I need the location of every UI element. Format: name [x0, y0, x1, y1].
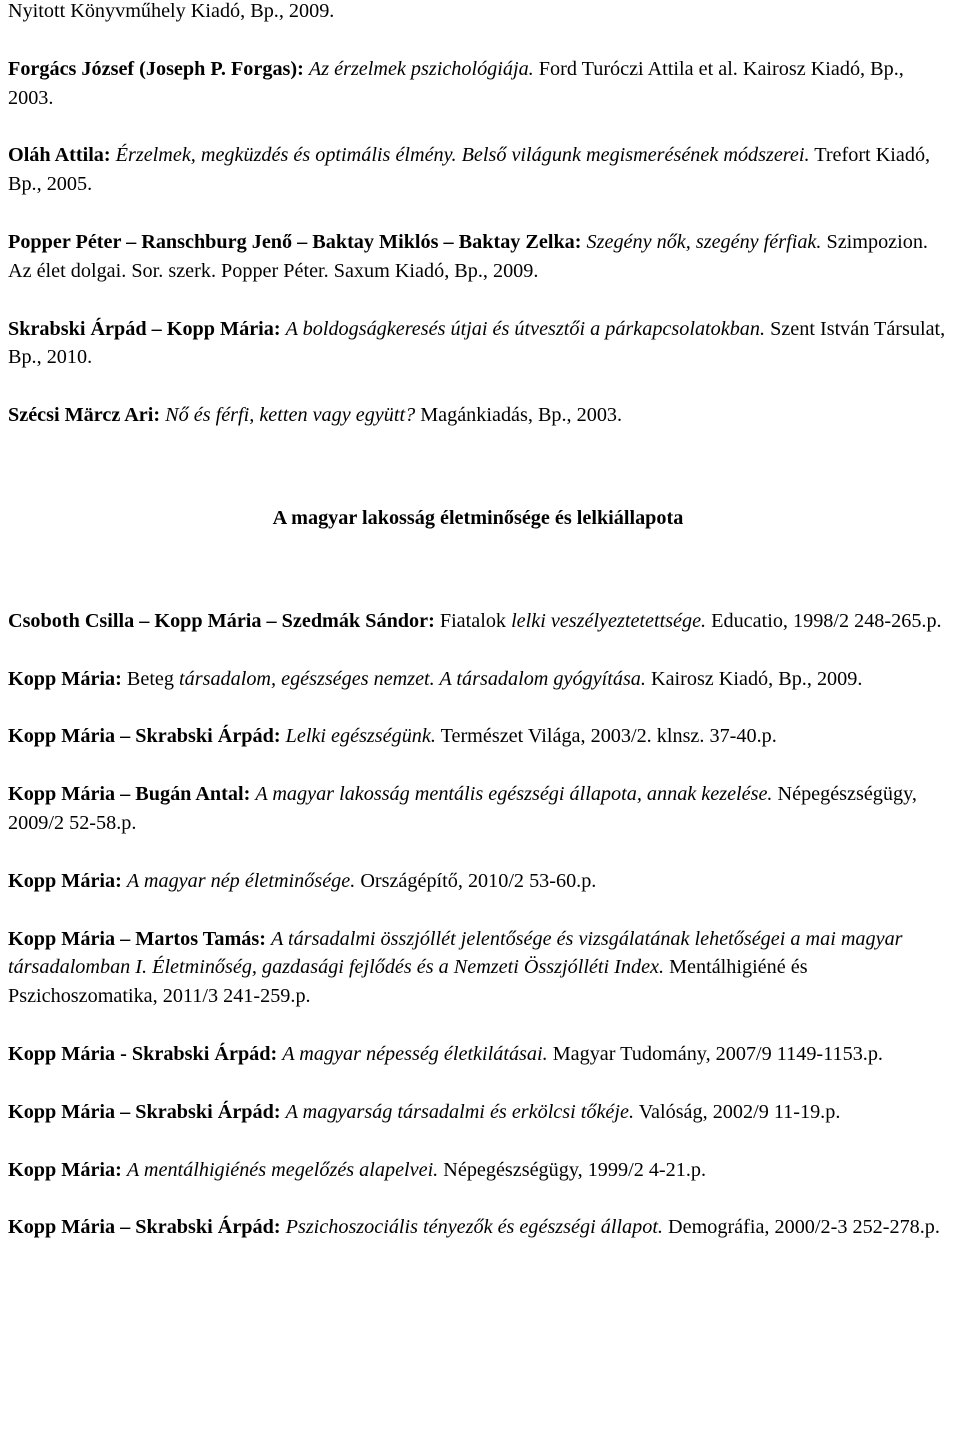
reference-authors: Csoboth Csilla – Kopp Mária – Szedmák Sándor:: [8, 609, 440, 632]
reference-publisher: Valóság, 2002/9 11-19.p.: [634, 1100, 841, 1123]
reference-title: A magyar népesség életkilátásai.: [282, 1042, 548, 1065]
reference-authors: Kopp Mária:: [8, 1158, 127, 1181]
reference-entry: [8, 401, 948, 430]
reference-publisher: Demográfia, 2000/2-3 252-278.p.: [662, 1216, 940, 1239]
reference-publisher: Kairosz Kiadó, Bp., 2009.: [645, 667, 863, 690]
reference-entry: [8, 867, 948, 896]
reference-authors: Kopp Mária – Skrabski Árpád:: [8, 1216, 286, 1239]
reference-entry: [8, 780, 948, 838]
top-continuation-line: [8, 0, 948, 26]
reference-entry: [8, 722, 948, 751]
reference-publisher: Szent István Társulat, Bp., 2010.: [8, 317, 946, 369]
reference-title: társadalom, egészséges nemzet. A társadalom gyógyítása.: [179, 667, 646, 690]
reference-authors: Kopp Mária - Skrabski Árpád:: [8, 1042, 283, 1065]
reference-authors: Kopp Mária:: [8, 667, 127, 690]
reference-authors: Popper Péter – Ranschburg Jenő – Baktay Miklós – Baktay Zelka:: [8, 230, 587, 253]
reference-title: Pszichoszociális tényezők és egészségi állapot.: [285, 1216, 663, 1239]
reference-entry: [8, 315, 948, 373]
reference-entry: [8, 141, 948, 199]
reference-publisher: Educatio, 1998/2 248-265.p.: [706, 609, 942, 632]
reference-authors: Forgács József (Joseph P. Forgas):: [8, 57, 309, 80]
reference-title: A magyar nép életminősége.: [126, 869, 356, 892]
reference-title: A magyarság társadalmi és erkölcsi tőkéje.: [285, 1100, 635, 1123]
section-heading: [8, 504, 948, 533]
reference-publisher: Népegészségügy, 1999/2 4-21.p.: [438, 1158, 707, 1181]
top-line-text: Nyitott Könyvműhely Kiadó, Bp., 2009.: [8, 0, 335, 22]
reference-publisher: Szimpozion. Az élet dolgai. Sor. szerk. Popper Péter. Saxum Kiadó, Bp., 2009.: [8, 230, 928, 282]
reference-entry: [8, 607, 948, 636]
reference-title: A magyar lakosság mentális egészségi állapota, annak kezelése.: [255, 783, 773, 806]
reference-entry: [8, 1213, 948, 1242]
section-heading-text: A magyar lakosság életminősége és lelkiállapota: [272, 506, 684, 529]
reference-entry: [8, 665, 948, 694]
reference-entry: [8, 1156, 948, 1185]
reference-authors: Kopp Mária – Martos Tamás:: [8, 927, 271, 950]
reference-publisher: Mentálhigiéné és Pszichoszomatika, 2011/3 241-259.p.: [8, 956, 808, 1008]
reference-title: A mentálhigiénés megelőzés alapelvei.: [126, 1158, 439, 1181]
document-page: [8, 0, 948, 1242]
reference-title-plain: Beteg: [126, 667, 180, 690]
reference-publisher: Országépítő, 2010/2 53-60.p.: [355, 869, 597, 892]
reference-entry: [8, 228, 948, 286]
reference-authors: Kopp Mária – Bugán Antal:: [8, 783, 256, 806]
reference-publisher: Magyar Tudomány, 2007/9 1149-1153.p.: [547, 1042, 883, 1065]
reference-title: Lelki egészségünk.: [285, 725, 436, 748]
reference-title-plain: Fiatalok: [439, 609, 512, 632]
reference-entry: [8, 1040, 948, 1069]
reference-entry: [8, 55, 948, 113]
reference-authors: Szécsi Märcz Ari:: [8, 404, 166, 427]
reference-publisher: Ford Turóczi Attila et al. Kairosz Kiadó, Bp., 2003.: [8, 57, 904, 109]
reference-entry: [8, 925, 948, 1011]
reference-authors: Skrabski Árpád – Kopp Mária:: [8, 317, 286, 340]
reference-title: Érzelmek, megküzdés és optimális élmény. Belső világunk megismerésének módszerei.: [115, 144, 810, 167]
reference-title: Az érzelmek pszichológiája.: [308, 57, 534, 80]
reference-authors: Kopp Mária:: [8, 869, 127, 892]
reference-title: lelki veszélyeztetettsége.: [511, 609, 707, 632]
reference-publisher: Magánkiadás, Bp., 2003.: [415, 404, 623, 427]
reference-publisher: Népegészségügy, 2009/2 52-58.p.: [8, 783, 917, 834]
reference-publisher: Természet Világa, 2003/2. klnsz. 37-40.p.: [435, 725, 777, 748]
reference-authors: Kopp Mária – Skrabski Árpád:: [8, 1100, 286, 1123]
reference-title: Szegény nők, szegény férfiak.: [586, 230, 822, 253]
reference-title: A boldogságkeresés útjai és útvesztői a párkapcsolatokban.: [285, 317, 766, 340]
reference-title: Nő és férfi, ketten vagy együtt?: [165, 404, 416, 427]
reference-entry: [8, 1098, 948, 1127]
reference-title: A társadalmi összjóllét jelentősége és vizsgálatának lehetőségei a mai magyar társadalomban I. Életminőség, gazdasági fejlődés és a Nemzeti Összjólléti Index.: [8, 927, 903, 979]
reference-authors: Oláh Attila:: [8, 144, 116, 167]
reference-authors: Kopp Mária – Skrabski Árpád:: [8, 725, 286, 748]
reference-publisher: Trefort Kiadó, Bp., 2005.: [8, 144, 931, 196]
